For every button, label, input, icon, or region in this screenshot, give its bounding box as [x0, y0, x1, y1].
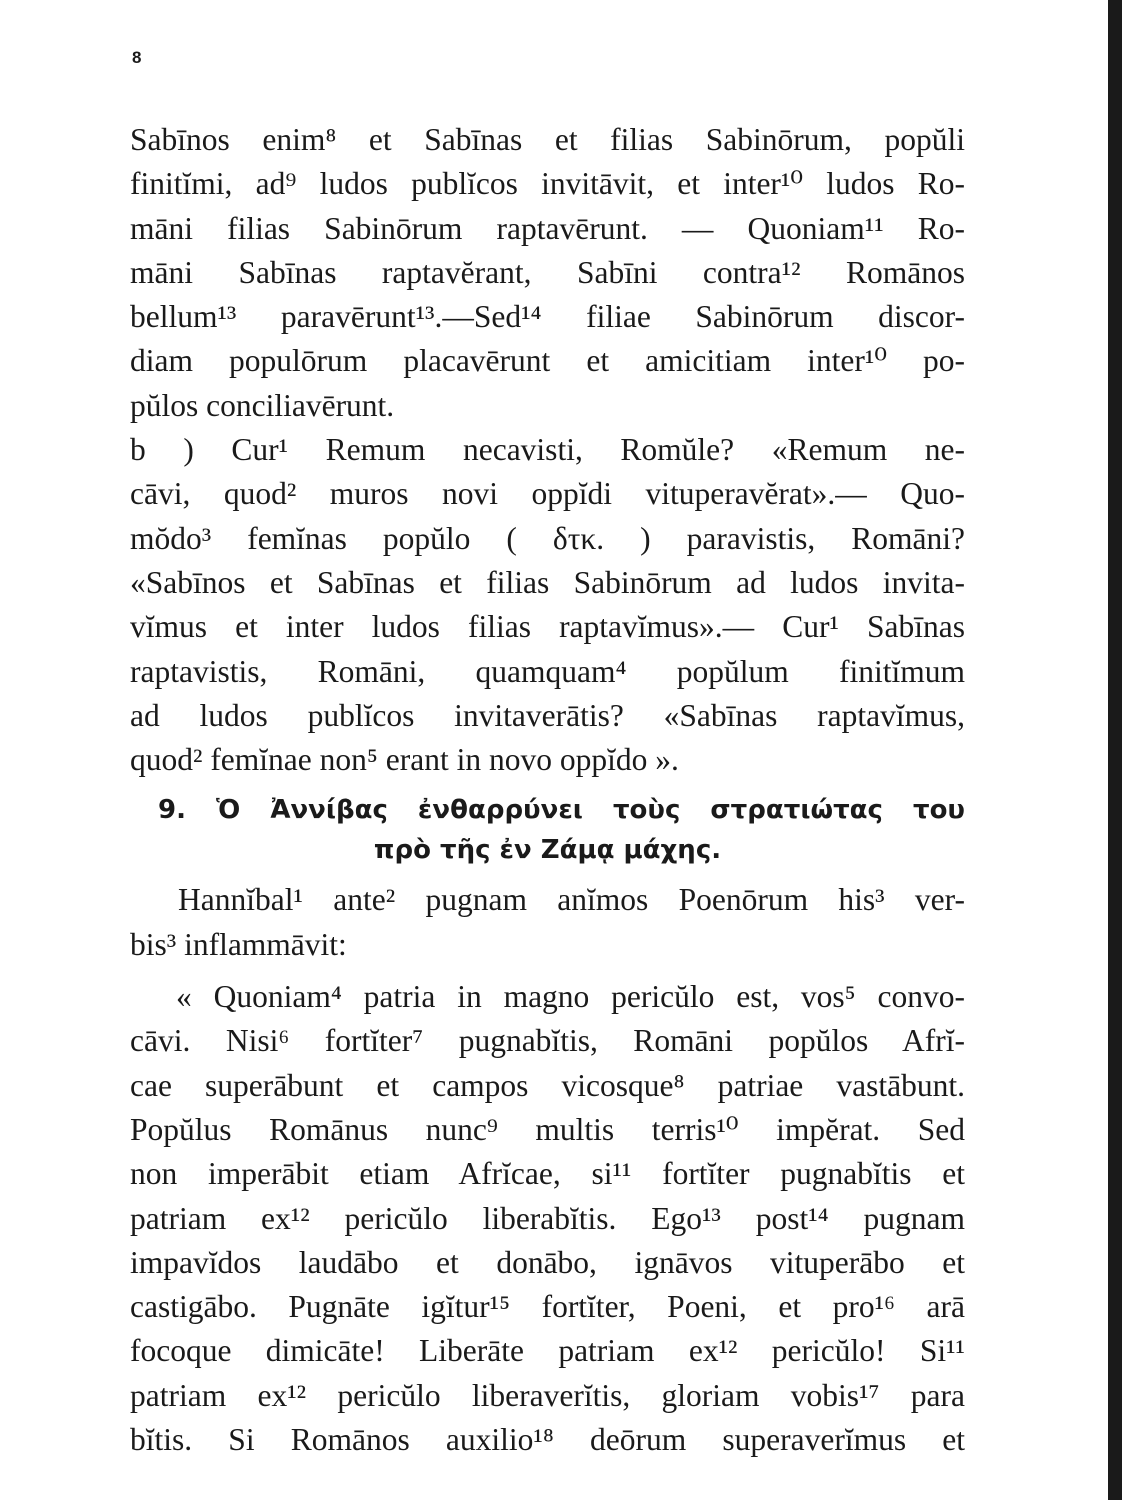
heading-line: 9. Ὁ Ἀννίβας ἐνθαρρύνει τοὺς στρατιώτας του [158, 795, 965, 826]
text-line: cāvi. Nisi⁶ fortĭter⁷ pugnabĭtis, Romāni popŭlos Afrĭ- [130, 1023, 965, 1059]
text-line: impavĭdos laudābo et donābo, ignāvos vituperābo et [130, 1244, 965, 1280]
text-line: patriam ex¹² pericŭlo liberabĭtis. Ego¹³ post¹⁴ pugnam [130, 1200, 965, 1236]
text-line: Hannĭbal¹ ante² pugnam anĭmos Poenōrum his³ ver- [178, 882, 965, 918]
text-line: vĭmus et inter ludos filias raptavĭmus».— Cur¹ Sabīnas [130, 609, 965, 645]
text-line: «Sabīnos et Sabīnas et filias Sabinōrum ad ludos invita- [130, 564, 965, 600]
text-line: bis³ inflammāvit: [130, 926, 347, 962]
paragraph-hannibal-intro [130, 878, 965, 967]
paragraph-hannibal-speech [130, 975, 965, 1462]
text-line: non imperābit etiam Afrĭcae, si¹¹ fortĭter pugnabĭtis et [130, 1156, 965, 1192]
paragraph-sabines [130, 118, 965, 428]
paragraph-romulus [130, 428, 965, 782]
text-line: patriam ex¹² pericŭlo liberaverĭtis, gloriam vobis¹⁷ para [130, 1377, 965, 1413]
text-line: raptavistis, Romāni, quamquam⁴ popŭlum finitĭmum [130, 653, 965, 689]
page-edge-shadow [1108, 0, 1122, 1500]
body-text [130, 118, 965, 1462]
text-line: « Quoniam⁴ patria in magno pericŭlo est, vos⁵ convo- [176, 979, 965, 1015]
text-line: finitĭmi, ad⁹ ludos publĭcos invitāvit, et inter¹⁰ ludos Ro- [130, 166, 965, 202]
text-line: ad ludos publĭcos invitaverātis? «Sabīnas raptavĭmus, [130, 697, 965, 733]
text-line: Sabīnos enim⁸ et Sabīnas et filias Sabinōrum, popŭli [130, 122, 965, 157]
text-line: castigābo. Pugnāte igĭtur¹⁵ fortĭter, Poeni, et pro¹⁶ arā [130, 1289, 965, 1325]
text-line: cae superābunt et campos vicosque⁸ patriae vastābunt. [130, 1067, 965, 1103]
text-line: bĭtis. Si Romānos auxilio¹⁸ deōrum superaverĭmus et [130, 1422, 965, 1458]
text-line: māni filias Sabinōrum raptavērunt. — Quoniam¹¹ Ro- [130, 210, 965, 246]
text-line: b ) Cur¹ Remum necavisti, Romŭle? «Remum ne- [130, 432, 965, 468]
text-line: pŭlos conciliavērunt. [130, 387, 395, 423]
section-heading [130, 790, 965, 870]
text-line: cāvi, quod² muros novi oppĭdi vituperavĕrat».— Quo- [130, 476, 965, 512]
text-line: focoque dimicāte! Liberāte patriam ex¹² pericŭlo! Si¹¹ [130, 1333, 965, 1369]
text-line: mŏdo³ femĭnas popŭlo ( δτκ. ) paravistis, Romāni? [130, 520, 965, 556]
page-number: 8 [132, 48, 142, 67]
text-line: bellum¹³ paravērunt¹³.—Sed¹⁴ filiae Sabinōrum discor- [130, 299, 965, 335]
heading-line: πρὸ τῆς ἐν Ζάμᾳ μάχης. [373, 835, 722, 866]
text-line: quod² femĭnae non⁵ erant in novo oppĭdo ». [130, 742, 679, 778]
text-line: Popŭlus Romānus nunc⁹ multis terris¹⁰ impĕrat. Sed [130, 1111, 965, 1147]
text-line: diam populōrum placavērunt et amicitiam inter¹⁰ po- [130, 343, 965, 379]
text-line: māni Sabīnas raptavĕrant, Sabīni contra¹² Romānos [130, 254, 965, 290]
